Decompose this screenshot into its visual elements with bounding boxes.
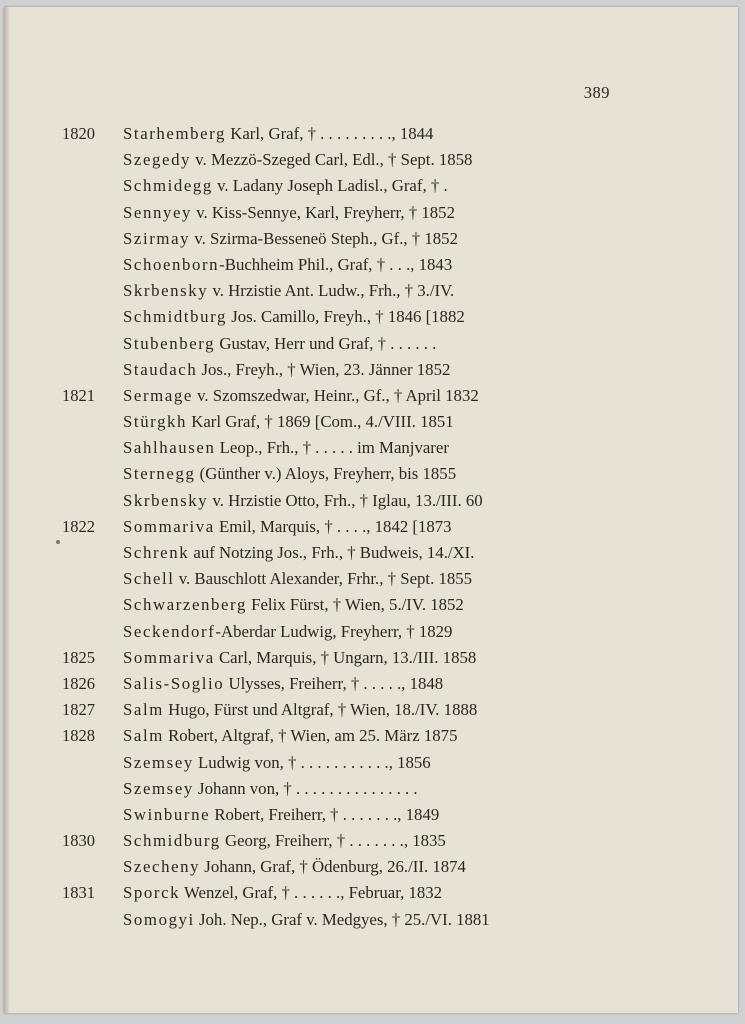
entry-name: Skrbensky — [123, 281, 209, 301]
entry-name: Staudach — [123, 359, 198, 379]
entry-row — [62, 543, 632, 569]
entry-name: Schell — [123, 569, 175, 589]
entry-details: Karl, Graf, † . . . . . . . . ., 1844 — [226, 124, 434, 143]
entry-details: Ludwig von, † . . . . . . . . . . ., 1856 — [193, 752, 431, 772]
ink-speck — [56, 540, 60, 544]
entry-row — [62, 700, 632, 726]
entry-row — [62, 491, 632, 517]
entry-details: Gustav, Herr und Graf, † . . . . . . — [215, 333, 437, 353]
entry-row — [62, 307, 632, 333]
entry-name: Sternegg — [123, 464, 196, 484]
entry-details: Georg, Freiherr, † . . . . . . ., 1835 — [220, 831, 446, 851]
entry-row — [62, 438, 632, 464]
entry-name: Salm — [123, 700, 164, 720]
entry-text — [123, 779, 632, 799]
entry-details: v. Szomszedwar, Heinr., Gf., † April 1832 — [192, 385, 479, 405]
entry-details: Carl, Marquis, † Ungarn, 13./III. 1858 — [214, 647, 477, 667]
entry-text — [123, 569, 632, 589]
entry-text — [123, 464, 632, 484]
entry-details: Wenzel, Graf, † . . . . . ., Februar, 1832 — [180, 883, 443, 903]
entry-details: Emil, Marquis, † . . . ., 1842 [1873 — [214, 516, 452, 536]
entry-name: Szemsey — [123, 752, 194, 772]
entry-details: Jos. Camillo, Freyh., † 1846 [1882 — [227, 307, 465, 327]
entry-details: Johann, Graf, † Ödenburg, 26./II. 1874 — [200, 857, 466, 877]
entry-row — [62, 857, 632, 883]
entry-details: v. Ladany Joseph Ladisl., Graf, † . — [212, 176, 448, 196]
entry-row — [62, 124, 632, 150]
entry-row — [62, 334, 632, 360]
entry-name: Szirmay — [123, 228, 191, 248]
entry-year: 1826 — [62, 673, 95, 693]
entry-details: Leop., Frh., † . . . . . im Manjvarer — [215, 438, 449, 458]
entry-year: 1825 — [62, 647, 95, 667]
entry-text — [123, 281, 632, 301]
entry-row — [62, 622, 632, 648]
entry-text — [123, 648, 632, 668]
page-spine-shadow — [4, 7, 10, 1013]
entry-year: 1828 — [62, 726, 95, 746]
entry-list — [62, 124, 632, 936]
entry-name: Schwarzenberg — [123, 595, 247, 615]
entry-row — [62, 412, 632, 438]
entry-name: Starhemberg — [123, 124, 227, 143]
entry-text — [123, 726, 632, 746]
entry-row — [62, 569, 632, 595]
entry-text — [123, 700, 632, 720]
entry-year: 1830 — [62, 831, 95, 851]
entry-text — [123, 150, 632, 170]
entry-details: -Buchheim Phil., Graf, † . . ., 1843 — [219, 254, 453, 274]
entry-name: Szemsey — [123, 778, 194, 798]
entry-name: Sommariva — [123, 647, 215, 667]
entry-details: Felix Fürst, † Wien, 5./IV. 1852 — [246, 595, 464, 615]
entry-text — [123, 674, 632, 694]
entry-details: auf Notzing Jos., Frh., † Budweis, 14./XI. — [189, 543, 475, 562]
entry-text — [123, 805, 632, 825]
entry-name: Sahlhausen — [123, 438, 216, 458]
entry-text — [123, 438, 632, 458]
entry-text — [123, 753, 632, 773]
entry-year: 1827 — [62, 700, 95, 720]
entry-row — [62, 805, 632, 831]
entry-details: Johann von, † . . . . . . . . . . . . . . . — [193, 778, 418, 798]
entry-row — [62, 648, 632, 674]
entry-row — [62, 176, 632, 202]
page-number: 389 — [583, 83, 610, 102]
entry-row — [62, 674, 632, 700]
entry-details: Karl Graf, † 1869 [Com., 4./VIII. 1851 — [187, 412, 454, 432]
entry-text — [123, 412, 632, 432]
entry-row — [62, 360, 632, 386]
entry-details: v. Kiss-Sennye, Karl, Freyherr, † 1852 — [192, 202, 455, 222]
entry-text — [123, 883, 632, 903]
entry-text — [123, 622, 632, 642]
entry-year: 1821 — [62, 385, 95, 405]
entry-details: v. Mezzö-Szeged Carl, Edl., † Sept. 1858 — [191, 150, 473, 170]
entry-details: v. Szirma-Besseneö Steph., Gf., † 1852 — [190, 228, 458, 248]
entry-text — [123, 517, 632, 537]
entry-row — [62, 386, 632, 412]
entry-row — [62, 281, 632, 307]
entry-name: Stubenberg — [123, 333, 216, 353]
entry-name: Sporck — [123, 883, 181, 903]
entry-details: -Aberdar Ludwig, Freyherr, † 1829 — [215, 621, 453, 641]
entry-row — [62, 229, 632, 255]
entry-row — [62, 779, 632, 805]
entry-name: Salm — [123, 726, 164, 746]
entry-text — [123, 543, 632, 563]
entry-details: Robert, Freiherr, † . . . . . . ., 1849 — [210, 804, 440, 824]
entry-name: Schrenk — [123, 543, 190, 562]
entry-text — [123, 857, 632, 877]
entry-row — [62, 595, 632, 621]
entry-year: 1820 — [62, 124, 95, 143]
entry-name: Sermage — [123, 385, 193, 405]
entry-name: Szecheny — [123, 857, 201, 877]
entry-details: Hugo, Fürst und Altgraf, † Wien, 18./IV. 1888 — [163, 700, 478, 720]
entry-text — [123, 831, 632, 851]
entry-name: Szegedy — [123, 150, 192, 170]
book-page — [4, 7, 738, 1013]
entry-details: Robert, Altgraf, † Wien, am 25. März 1875 — [163, 726, 458, 746]
entry-details: (Günther v.) Aloys, Freyherr, bis 1855 — [195, 464, 457, 484]
entry-details: Joh. Nep., Graf v. Medgyes, † 25./VI. 1881 — [194, 909, 490, 929]
entry-row — [62, 203, 632, 229]
entry-details: Jos., Freyh., † Wien, 23. Jänner 1852 — [197, 359, 451, 379]
entry-name: Sennyey — [123, 202, 192, 222]
entry-text — [123, 491, 632, 511]
entry-name: Seckendorf — [123, 621, 216, 641]
entry-row — [62, 831, 632, 857]
entry-row — [62, 464, 632, 490]
entry-name: Salis-Soglio — [123, 673, 225, 693]
entry-row — [62, 753, 632, 779]
entry-details: v. Hrzistie Ant. Ludw., Frh., † 3./IV. — [208, 281, 455, 301]
entry-details: v. Hrzistie Otto, Frh., † Iglau, 13./III. 60 — [208, 490, 483, 510]
entry-text — [123, 176, 632, 196]
entry-name: Schoenborn — [123, 254, 220, 274]
entry-text — [123, 307, 632, 327]
entry-text — [123, 360, 632, 380]
entry-text — [123, 910, 632, 930]
entry-row — [62, 910, 632, 936]
entry-row — [62, 726, 632, 752]
entry-name: Swinburne — [123, 804, 211, 824]
entry-name: Sommariva — [123, 516, 215, 536]
entry-text — [123, 595, 632, 615]
entry-year: 1831 — [62, 883, 95, 903]
entry-text — [123, 124, 632, 144]
entry-text — [123, 255, 632, 275]
entry-text — [123, 334, 632, 354]
entry-name: Skrbensky — [123, 490, 209, 510]
entry-name: Somogyi — [123, 909, 195, 929]
entry-row — [62, 150, 632, 176]
entry-details: v. Bauschlott Alexander, Frhr., † Sept. 1855 — [174, 569, 473, 589]
entry-row — [62, 255, 632, 281]
entry-name: Schmidburg — [123, 831, 221, 851]
entry-text — [123, 229, 632, 249]
entry-details: Ulysses, Freiherr, † . . . . ., 1848 — [224, 673, 444, 693]
entry-row — [62, 517, 632, 543]
entry-name: Schmidegg — [123, 176, 213, 196]
entry-name: Schmidtburg — [123, 307, 227, 327]
entry-text — [123, 386, 632, 406]
entry-year: 1822 — [62, 516, 95, 536]
entry-name: Stürgkh — [123, 412, 188, 432]
entry-row — [62, 883, 632, 909]
entry-text — [123, 203, 632, 223]
